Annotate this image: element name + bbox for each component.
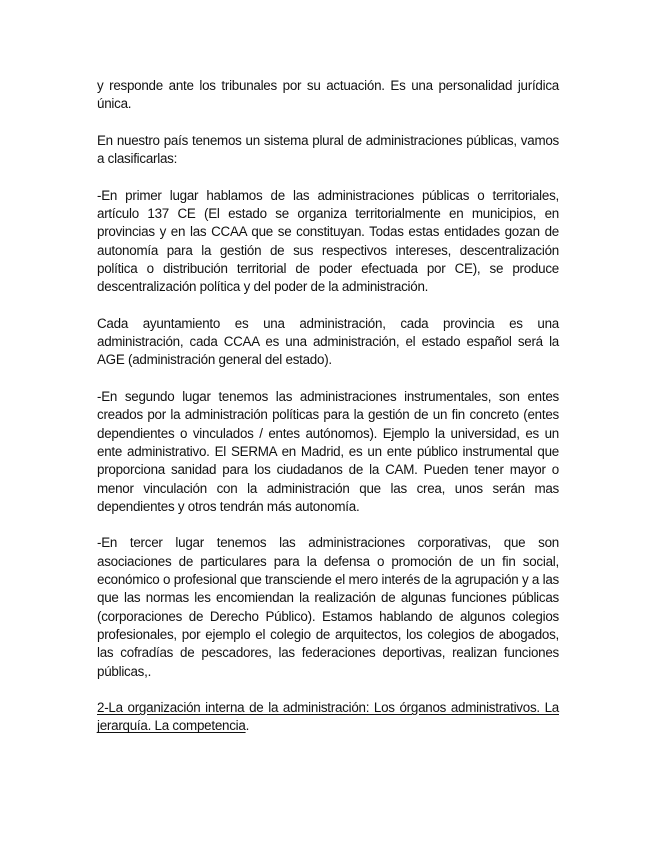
- section-heading-text: 2-La organización interna de la administración: Los órganos administrativos. La jerarquía. La competencia: [97, 700, 559, 734]
- document-page: [97, 77, 559, 736]
- paragraph-legal-personality: y responde ante los tribunales por su actuación. Es una personalidad jurídica única.: [97, 78, 559, 112]
- section-heading: [97, 699, 559, 736]
- paragraph-instrumental-administrations: -En segundo lugar tenemos las administraciones instrumentales, son entes creados por la administración políticas para la gestión de un fin concreto (entes dependientes o vinculados / entes autónomos). Ejemplo la universidad, es un ente administrativo. El SERMA en Madrid, es un ente público instrumental que proporciona sanidad para los ciudadanos de la CAM. Pueden tener mayor o menor vinculación con la administración que las crea, unos serán mas dependientes y otros tendrán más autonomía.: [97, 389, 559, 514]
- paragraph-each-administration: Cada ayuntamiento es una administración, cada provincia es una administración, cada CCAA es una administración, el estado español será la AGE (administración general del estado).: [97, 315, 559, 368]
- paragraph-plural-system: En nuestro país tenemos un sistema plural de administraciones públicas, vamos a clasificarlas:: [97, 132, 559, 167]
- paragraph-corporate-administrations: -En tercer lugar tenemos las administraciones corporativas, que son asociaciones de particulares para la defensa o promoción de un fin social, económico o profesional que transciende el mero interés de la agrupación y a las que las normas les encomiendan la realización de algunas funciones públicas (corporaciones de Derecho Público). Estamos hablando de algunos colegios profesionales, por ejemplo el colegio de arquitectos, los colegios de abogados, las cofradías de pescadores, las federaciones deportivas, realizan funciones públicas,.: [97, 535, 559, 679]
- section-heading-period: .: [245, 718, 250, 734]
- paragraph-territorial-administrations: -En primer lugar hablamos de las administraciones públicas o territoriales, artículo 137 CE (El estado se organiza territorialmente en municipios, en provincias y en las CCAA que se constituyan. Todas estas entidades gozan de autonomía para la gestión de sus respectivos intereses, descentralización política o distribución territorial de poder efectuada por CE), se produce descentralización política y del poder de la administración.: [97, 187, 559, 295]
